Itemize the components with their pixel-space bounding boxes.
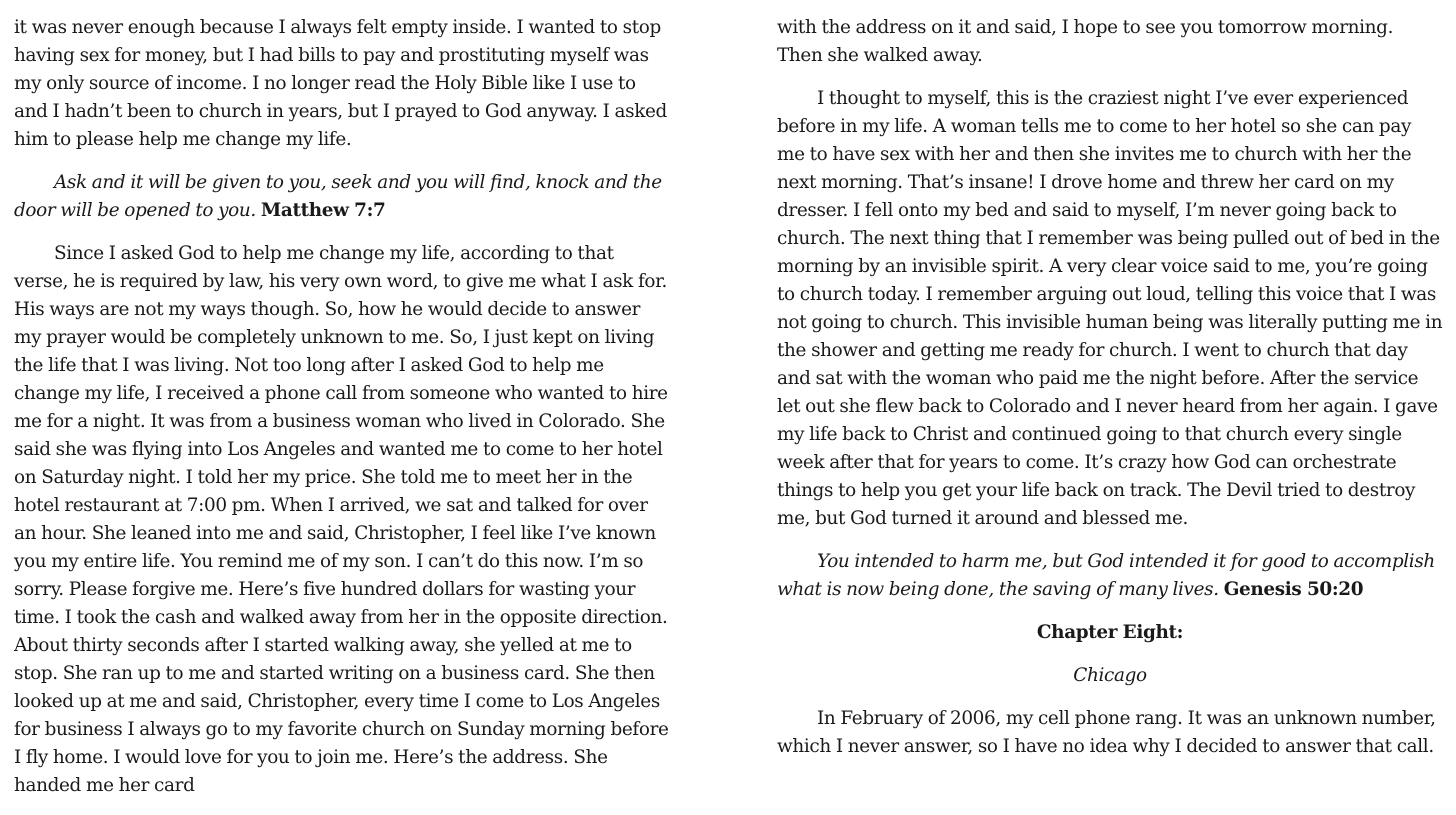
paragraph: I thought to myself, this is the craziest night I’ve ever experienced before in my life. A woman tells me to come to her hotel so she can pay me to have sex with her and then she invites me to church with her the next morning. That’s insane! I drove home and threw her card on my dresser. I fell onto my bed and said to myself, I’m never going back to church. The next thing that I remember was being pulled out of bed in the morning by an invisible spirit. A very clear voice said to me, you’re going to church today. I remember arguing out loud, telling this voice that I was not going to church. This invisible human being was literally putting me in the shower and getting me ready for church. I went to church that day and sat with the woman who paid me the night before. After the service let out she flew back to Colorado and I never heard from her again. I gave my life back to Christ and continued going to that church every single week after that for years to come. It’s crazy how God can orchestrate things to help you get your life back on track. The Devil tried to destroy me, but God turned it around and blessed me. (777, 88, 1443, 529)
scripture-reference: Genesis 50:20 (1223, 579, 1364, 600)
paragraph: it was never enough because I always felt empty inside. I wanted to stop having sex for money, but I had bills to pay and prostituting myself was my only source of income. I no longer read the Holy Bible like I use to and I hadn’t been to church in years, but I prayed to God anyway. I asked him to please help me change my life. (14, 17, 667, 150)
scripture-text: Ask and it will be given to you, seek and you will find, knock and the door will be opened to you. (14, 172, 662, 221)
scripture-reference: Matthew 7:7 (260, 200, 386, 221)
scripture-text: You intended to harm me, but God intended it for good to accomplish what is now being done, the saving of many lives. (777, 551, 1435, 600)
paragraph: Since I asked God to help me change my life, according to that verse, he is required by law, his very own word, to give me what I ask for. His ways are not my ways though. So, how he would decide to answer my prayer would be completely unknown to me. So, I just kept on living the life that I was living. Not too long after I asked God to help me change my life, I received a phone call from someone who wanted to hire me for a night. It was from a business woman who lived in Colorado. She said she was flying into Los Angeles and wanted me to come to her hotel on Saturday night. I told her my price. She told me to meet her in the hotel restaurant at 7:00 pm. When I arrived, we sat and talked for over an hour. She leaned into me and said, Christopher, I feel like I’ve known you my entire life. You remind me of my son. I can’t do this now. I’m so sorry. Please forgive me. Here’s five hundred dollars for wasting your time. I took the cash and walked away from her in the opposite direction. About thirty seconds after I started walking away, she yelled at me to stop. She ran up to me and started writing on a business card. She then looked up at me and said, Christopher, every time I come to Los Angeles for business I always go to my favorite church on Sunday morning before I fly home. I would love for you to join me. Here’s the address. She handed me her card (14, 243, 669, 796)
right-page (777, 14, 1443, 776)
scripture-quote (14, 169, 670, 225)
paragraph: with the address on it and said, I hope to see you tomorrow morning. Then she walked away. (777, 17, 1394, 66)
chapter-subtitle: Chicago (1073, 665, 1147, 686)
scripture-quote (777, 548, 1443, 604)
paragraph: In February of 2006, my cell phone rang. It was an unknown number, which I never answer, so I have no idea why I decided to answer that call. (777, 708, 1436, 757)
chapter-title: Chapter Eight: (1036, 622, 1184, 643)
left-page (14, 14, 670, 815)
